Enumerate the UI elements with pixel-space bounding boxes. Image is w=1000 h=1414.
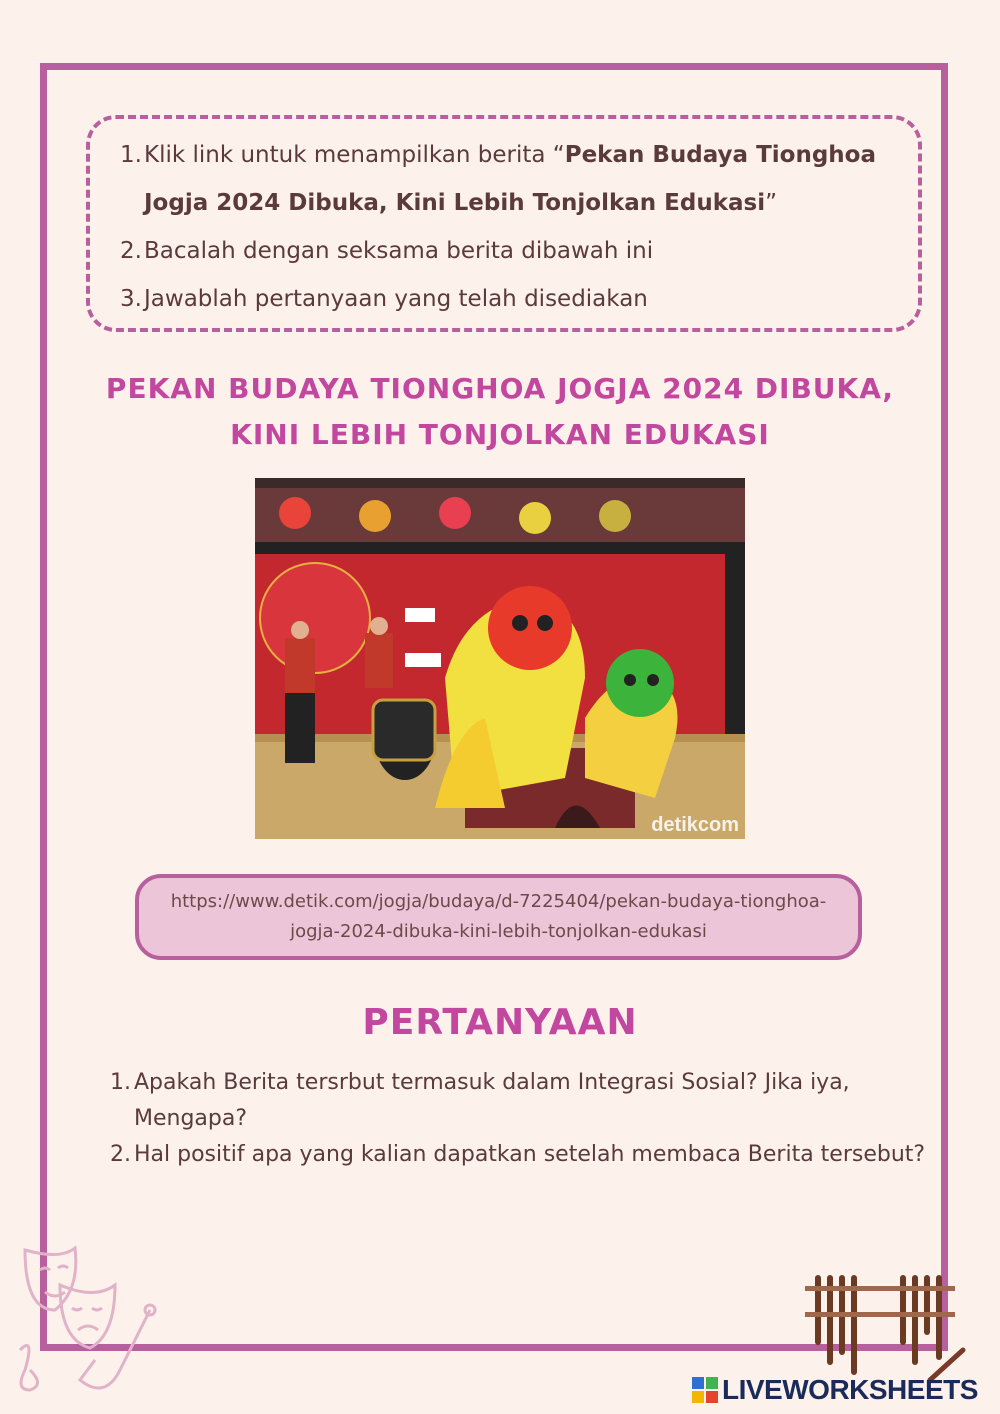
instruction-item: 1. Klik link untuk menampilkan berita “Pekan Budaya Tionghoa Jogja 2024 Dibuka, Kini Lebih Tonjolkan Edukasi”: [120, 142, 876, 216]
instructions-list: [120, 131, 898, 323]
instruction-item: 2. Bacalah dengan seksama berita dibawah ini: [120, 238, 654, 264]
instruction-item: 3. Jawablah pertanyaan yang telah disediakan: [120, 286, 648, 312]
angklung-drawing: [805, 1270, 975, 1390]
question-item: 2. Hal positif apa yang kalian dapatkan setelah membaca Berita tersebut?: [110, 1142, 926, 1167]
liveworksheets-logo: LIVEWORKSHEETS: [692, 1374, 978, 1406]
theater-masks-icon: [0, 1240, 170, 1414]
questions-list: [110, 1065, 930, 1173]
article-title: PEKAN BUDAYA TIONGHOA JOGJA 2024 DIBUKA, KINI LEBIH TONJOLKAN EDUKASI: [105, 372, 895, 451]
instructions-box: [86, 115, 922, 332]
article-url[interactable]: https://www.detik.com/jogja/budaya/d-7225404/pekan-budaya-tionghoa-jogja-2024-dibuka-kini-lebih-tonjolkan-edukasi: [170, 891, 827, 942]
questions-heading: PERTANYAAN: [362, 1002, 638, 1043]
news-title-reference: Pekan Budaya Tionghoa Jogja 2024 Dibuka, Kini Lebih Tonjolkan Edukasi: [144, 142, 876, 216]
question-item: 1. Apakah Berita tersrbut termasuk dalam Integrasi Sosial? Jika iya, Mengapa?: [110, 1070, 850, 1131]
article-link[interactable]: [135, 874, 862, 960]
lion-dance-illustration: [255, 478, 745, 839]
theater-masks-drawing: [0, 1240, 170, 1410]
liveworksheets-logo-icon: [692, 1377, 718, 1403]
lion-dance-photo: [255, 478, 745, 839]
photo-watermark: detikcom: [651, 814, 739, 836]
